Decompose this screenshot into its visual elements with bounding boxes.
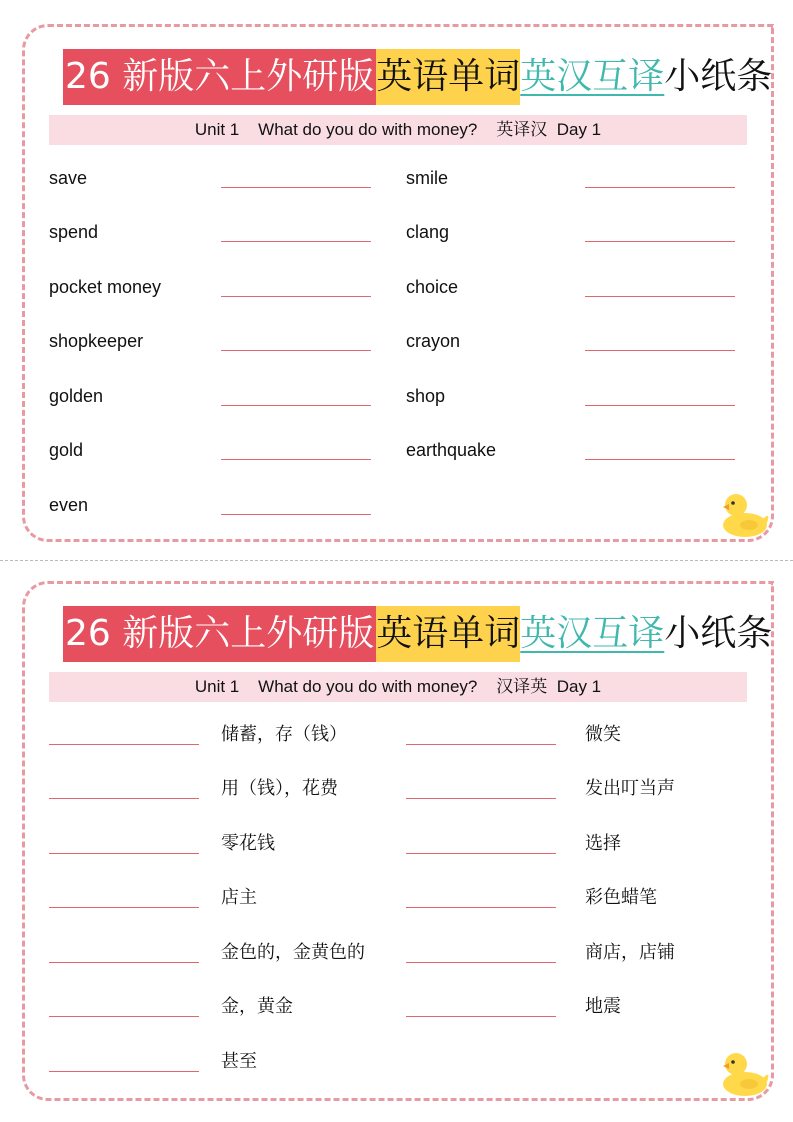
- duck-icon: [719, 1046, 771, 1098]
- word-item: smile: [406, 168, 449, 188]
- answer-blank[interactable]: [49, 1016, 199, 1017]
- answer-blank[interactable]: [221, 459, 371, 460]
- word-item: save: [49, 168, 88, 188]
- answer-blank[interactable]: [49, 907, 199, 908]
- meaning-item: 地震: [585, 996, 621, 1017]
- word-item: even: [49, 495, 89, 515]
- meaning-item: 金，黄金: [221, 996, 293, 1017]
- meaning-item: 零花钱: [221, 833, 275, 854]
- word-item: earthquake: [406, 440, 497, 460]
- answer-blank[interactable]: [406, 1016, 556, 1017]
- meaning-item: 储蓄，存（钱）: [221, 724, 347, 745]
- word-item: choice: [406, 277, 459, 297]
- answer-blank[interactable]: [221, 514, 371, 515]
- word-item: golden: [49, 386, 104, 406]
- answer-blank[interactable]: [49, 1071, 199, 1072]
- word-item: shopkeeper: [49, 331, 144, 351]
- answer-blank[interactable]: [49, 962, 199, 963]
- meaning-item: 甚至: [221, 1051, 257, 1072]
- word-item: crayon: [406, 331, 461, 351]
- meaning-item: 微笑: [585, 724, 621, 745]
- word-item: gold: [49, 440, 84, 460]
- answer-blank[interactable]: [585, 296, 735, 297]
- answer-blank[interactable]: [406, 798, 556, 799]
- answer-blank[interactable]: [221, 296, 371, 297]
- answer-blank[interactable]: [406, 907, 556, 908]
- duck-icon: [719, 487, 771, 539]
- word-item: spend: [49, 222, 99, 242]
- title-part-translate: 英汉互译: [520, 56, 665, 97]
- answer-blank[interactable]: [406, 962, 556, 963]
- worksheet-title: [63, 49, 772, 105]
- meaning-item: 彩色蜡笔: [585, 887, 657, 908]
- meaning-item: 金色的，金黄色的: [221, 942, 365, 963]
- title-part-grade: 26 新版六上外研版: [63, 49, 376, 105]
- meaning-item: 选择: [585, 833, 621, 854]
- title-part-slip: 小纸条: [664, 613, 773, 654]
- answer-blank[interactable]: [406, 853, 556, 854]
- title-part-slip: 小纸条: [664, 56, 773, 97]
- unit-subtitle: Unit 1 What do you do with money? 汉译英 Day 1: [49, 672, 747, 702]
- worksheet-card-cn-to-en: [22, 581, 774, 1101]
- answer-blank[interactable]: [585, 187, 735, 188]
- title-part-translate: 英汉互译: [520, 613, 665, 654]
- answer-blank[interactable]: [406, 744, 556, 745]
- title-part-vocab: 英语单词: [376, 49, 520, 105]
- answer-blank[interactable]: [221, 187, 371, 188]
- cut-line: [0, 560, 793, 561]
- answer-blank[interactable]: [585, 350, 735, 351]
- answer-blank[interactable]: [221, 350, 371, 351]
- unit-subtitle: Unit 1 What do you do with money? 英译汉 Day 1: [49, 115, 747, 145]
- meaning-item: 店主: [221, 887, 257, 908]
- answer-blank[interactable]: [585, 241, 735, 242]
- word-item: shop: [406, 386, 446, 406]
- word-item: pocket money: [49, 277, 162, 297]
- meaning-item: 用（钱），花费: [221, 778, 338, 799]
- answer-blank[interactable]: [49, 853, 199, 854]
- answer-blank[interactable]: [221, 241, 371, 242]
- worksheet-card-en-to-cn: [22, 24, 774, 542]
- meaning-item: 商店，店铺: [585, 942, 675, 963]
- answer-blank[interactable]: [585, 459, 735, 460]
- answer-blank[interactable]: [49, 798, 199, 799]
- title-part-vocab: 英语单词: [376, 606, 520, 662]
- worksheet-title: [63, 606, 772, 662]
- answer-blank[interactable]: [49, 744, 199, 745]
- meaning-item: 发出叮当声: [585, 778, 675, 799]
- answer-blank[interactable]: [221, 405, 371, 406]
- title-part-grade: 26 新版六上外研版: [63, 606, 376, 662]
- answer-blank[interactable]: [585, 405, 735, 406]
- word-item: clang: [406, 222, 450, 242]
